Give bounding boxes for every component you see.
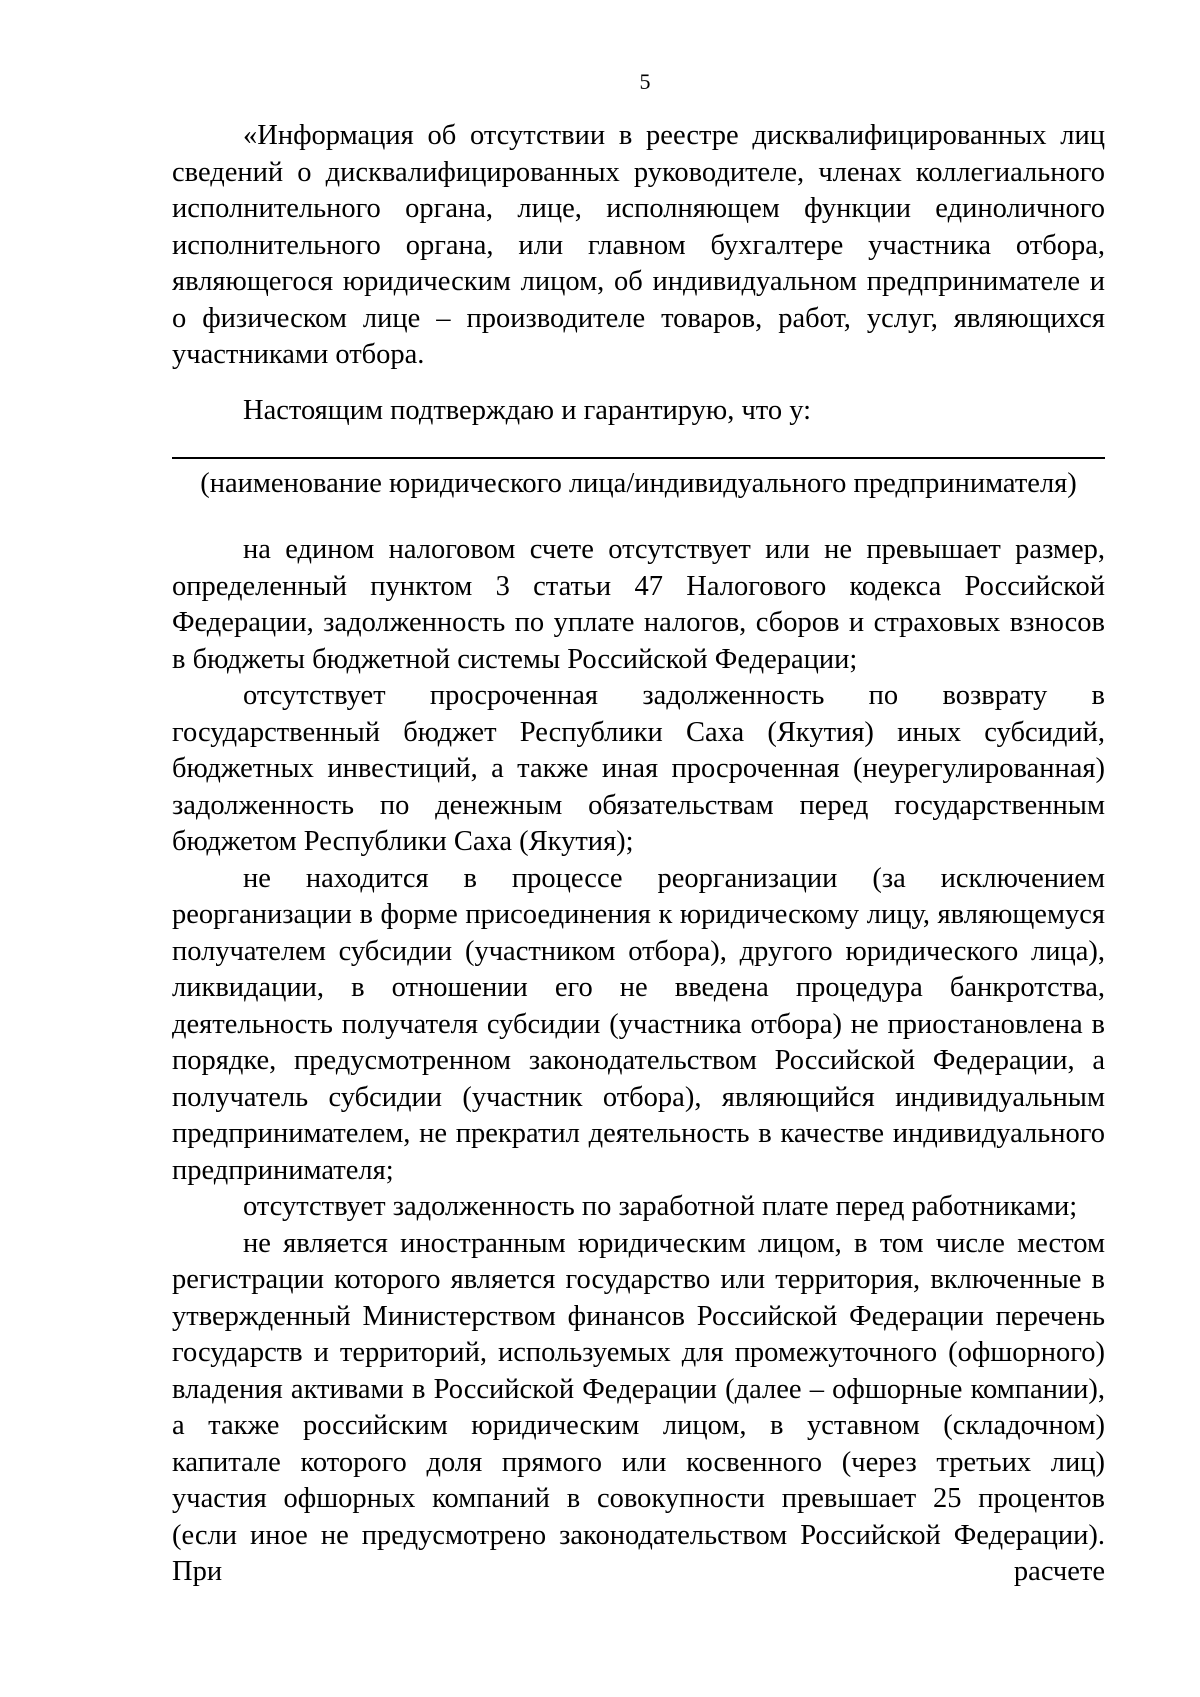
condition-paragraph: не является иностранным юридическим лицом, в том числе местом регистрации которого является государство или территория, включенные в утвержденный Министерством финансов Российской Федерации перечень государств и территорий, используемых для промежуточного (офшорного) владения активами в Российской Федерации (далее – офшорные компании), а также российским юридическим лицом, в уставном (складочном) капитале которого доля прямого или косвенного (через третьих лиц) участия офшорных компаний в совокупности превышает 25 процентов (если иное не предусмотрено законодательством Российской Федерации). При расчете — [172, 1227, 1105, 1587]
condition-paragraph: на едином налоговом счете отсутствует или не превышает размер, определенный пунктом 3 статьи 47 Налогового кодекса Российской Федерации, задолженность по уплате налогов, сборов и страховых взносов в бюджеты бюджетной системы Российской Федерации; — [172, 534, 1105, 675]
fill-in-line — [172, 457, 1105, 459]
condition-paragraph: отсутствует просроченная задолженность по возврату в государственный бюджет Республики Саха (Якутия) иных субсидий, бюджетных инвестиций, а также иная просроченная (неурегулированная) задолженность по денежным обязательствам перед государственным бюджетом Республики Саха (Якутия); — [172, 680, 1105, 857]
conditions-list — [172, 532, 1105, 1591]
fill-in-caption: (наименование юридического лица/индивидуального предпринимателя) — [200, 468, 1077, 499]
intro-paragraph: «Информация об отсутствии в реестре дисквалифицированных лиц сведений о дисквалифицированных руководителе, членах коллегиального исполнительного органа, лице, исполняющем функции единоличного исполнительного органа, или главном бухгалтере участника отбора, являющегося юридическим лицом, об индивидуальном предпринимателе и о физическом лице – производителе товаров, работ, услуг, являющихся участниками отбора. — [172, 120, 1105, 370]
page-number: 5 — [639, 69, 651, 94]
intro-section — [172, 118, 1105, 374]
condition-paragraph: не находится в процессе реорганизации (за исключением реорганизации в форме присоединения к юридическому лицу, являющемуся получателем субсидии (участником отбора), другого юридического лица), ликвидации, в отношении его не введена процедура банкротства, деятельность получателя субсидии (участника отбора) не приостановлена в порядке, предусмотренном законодательством Российской Федерации, а получатель субсидии (участник отбора), являющийся индивидуальным предпринимателем, не прекратил деятельность в качестве индивидуального предпринимателя; — [172, 862, 1105, 1186]
condition-paragraph: отсутствует задолженность по заработной плате перед работниками; — [243, 1191, 1078, 1222]
confirmation-line: Настоящим подтверждаю и гарантирую, что у: — [243, 395, 812, 426]
